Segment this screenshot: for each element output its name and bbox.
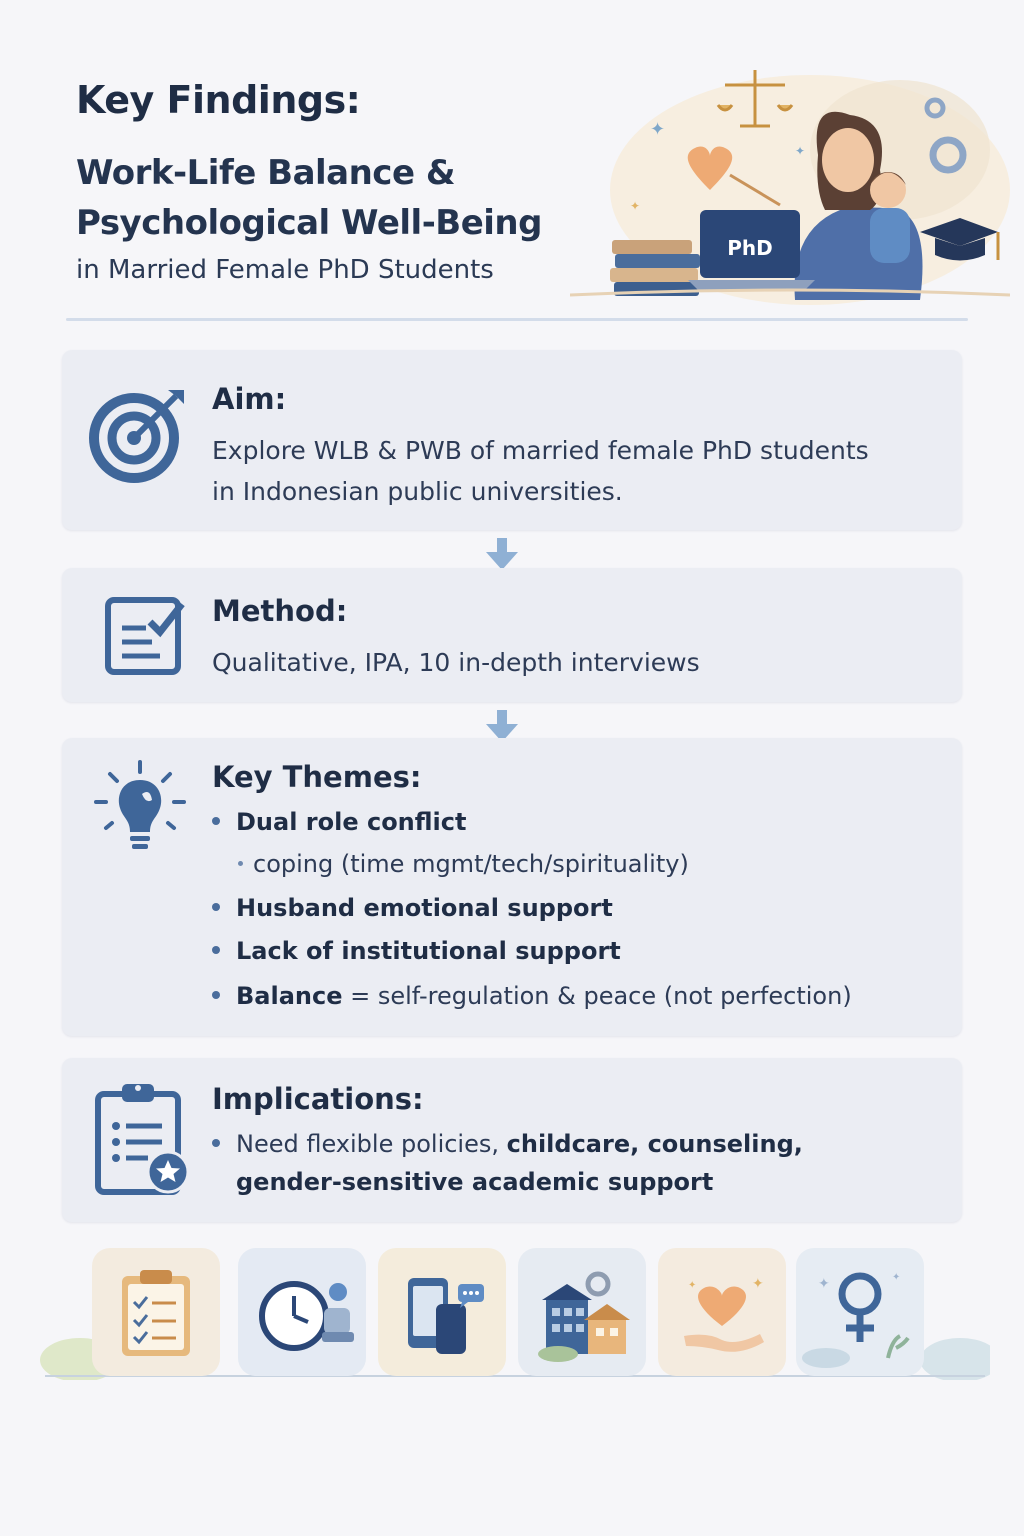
clock-icon xyxy=(238,1248,366,1376)
theme-item-institutional-support xyxy=(212,937,621,965)
svg-text:✦: ✦ xyxy=(795,144,806,158)
bullet-icon xyxy=(212,946,220,954)
aim-text-line-2: in Indonesian public universities. xyxy=(212,477,623,506)
page-title: Key Findings: xyxy=(76,78,361,122)
theme-subitem-text: coping (time mgmt/tech/spirituality) xyxy=(253,850,689,878)
aim-heading: Aim: xyxy=(212,382,287,416)
laptop-label: PhD xyxy=(727,236,773,260)
svg-text:✦: ✦ xyxy=(892,1272,901,1283)
theme-item-rest-text: = self-regulation & peace (not perfection) xyxy=(342,982,852,1010)
page-subtitle xyxy=(76,148,542,248)
aim-card xyxy=(62,350,962,530)
lightbulb-icon xyxy=(90,758,190,858)
female-symbol-tile xyxy=(796,1248,924,1376)
subtitle-line-2: Psychological Well-Being xyxy=(76,203,542,243)
footer-icon-strip xyxy=(40,1240,990,1380)
implications-item xyxy=(212,1130,803,1158)
down-arrow-icon xyxy=(482,538,522,572)
method-heading: Method: xyxy=(212,594,348,628)
key-themes-card xyxy=(62,738,962,1036)
implications-item-line-2: gender-sensitive academic support xyxy=(236,1168,714,1196)
theme-item-husband-support xyxy=(212,894,613,922)
svg-text:✦: ✦ xyxy=(818,1276,830,1292)
aim-text-line-1: Explore WLB & PWB of married female PhD students xyxy=(212,436,869,465)
mother-studying-illustration xyxy=(570,60,1010,310)
target-icon xyxy=(88,384,188,484)
bullet-icon xyxy=(212,1139,220,1147)
bullet-icon xyxy=(212,991,220,999)
clipboard-checklist-icon xyxy=(92,1248,220,1376)
method-text: Qualitative, IPA, 10 in-depth interviews xyxy=(212,648,700,677)
theme-item-bold-text: Balance xyxy=(236,982,343,1010)
phone-chat-tile xyxy=(378,1248,506,1376)
svg-text:✦: ✦ xyxy=(752,1276,764,1292)
bullet-icon xyxy=(212,903,220,911)
heart-hand-icon xyxy=(658,1248,786,1376)
heart-hand-tile xyxy=(658,1248,786,1376)
svg-text:✦: ✦ xyxy=(630,199,641,213)
theme-item-balance xyxy=(212,982,852,1010)
themes-heading: Key Themes: xyxy=(212,760,422,794)
theme-item-text: Husband emotional support xyxy=(236,894,613,922)
implications-heading: Implications: xyxy=(212,1082,424,1116)
clipboard-star-icon xyxy=(92,1080,192,1200)
theme-item-text: Dual role conflict xyxy=(236,808,467,836)
phone-chat-icon xyxy=(378,1248,506,1376)
implications-card xyxy=(62,1058,962,1222)
checklist-document-icon xyxy=(102,592,188,678)
implications-bold-text: childcare, counseling, xyxy=(506,1130,803,1158)
header-divider xyxy=(66,318,968,321)
subtitle-line-1: Work-Life Balance & xyxy=(76,153,456,193)
bullet-icon xyxy=(238,861,243,866)
method-card xyxy=(62,568,962,702)
header xyxy=(0,0,1024,330)
university-building-icon xyxy=(518,1248,646,1376)
theme-item-text: Lack of institutional support xyxy=(236,937,621,965)
theme-item-dual-role xyxy=(212,808,466,836)
books-icon xyxy=(610,240,700,296)
bullet-icon xyxy=(212,817,220,825)
female-symbol-icon xyxy=(796,1248,924,1376)
university-building-tile xyxy=(518,1248,646,1376)
subtitle-line-3: in Married Female PhD Students xyxy=(76,255,494,285)
clock-tile xyxy=(238,1248,366,1376)
svg-text:✦: ✦ xyxy=(688,1280,697,1291)
aim-text xyxy=(212,430,869,512)
theme-subitem-coping xyxy=(238,850,689,878)
implications-normal-text: Need flexible policies, xyxy=(236,1130,507,1158)
clipboard-checklist-tile xyxy=(92,1248,220,1376)
svg-text:✦: ✦ xyxy=(650,119,666,140)
